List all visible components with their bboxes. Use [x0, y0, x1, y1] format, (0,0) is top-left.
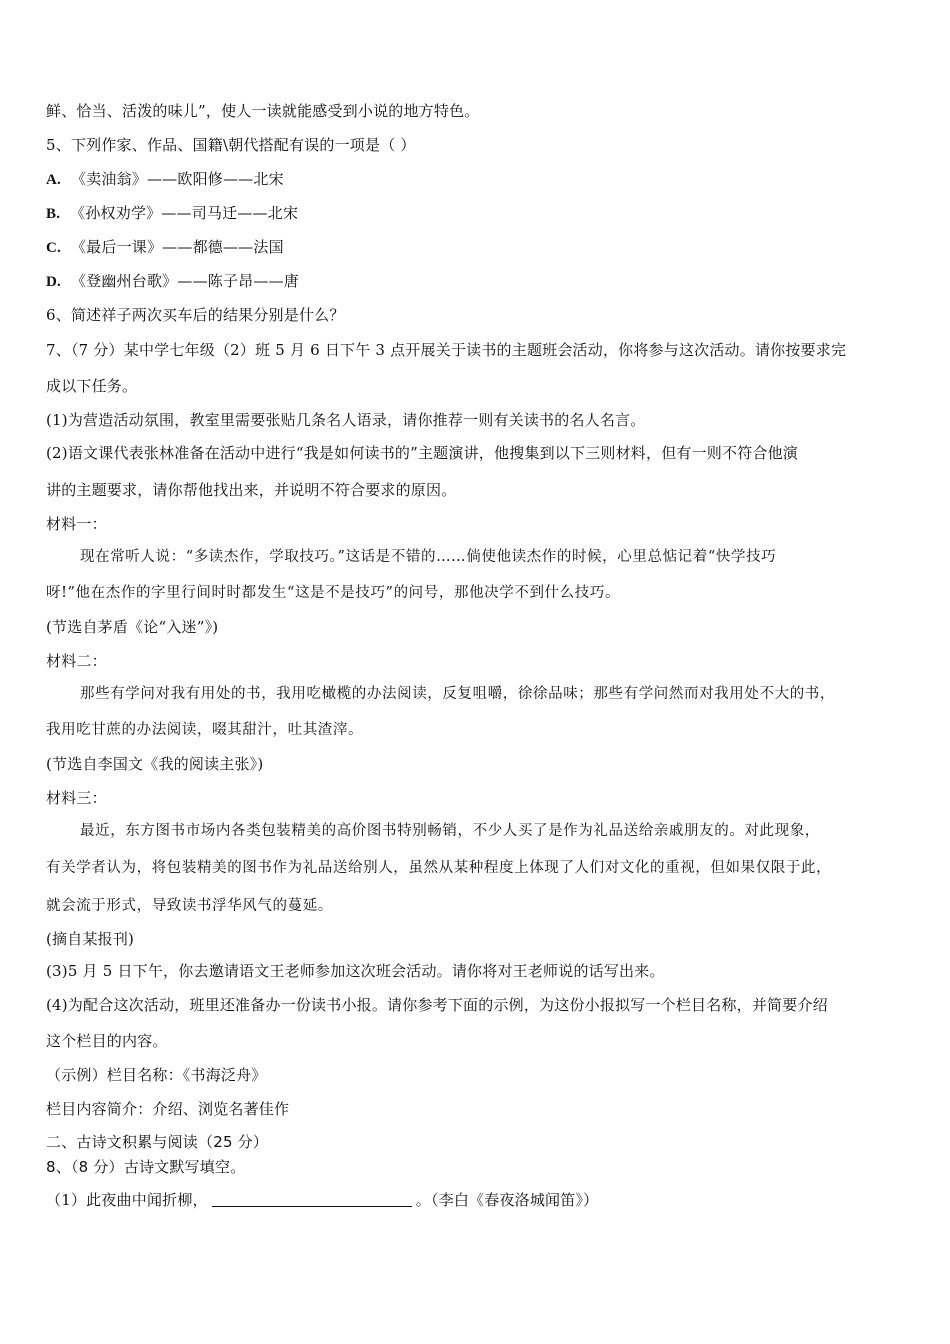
fill-blank-prefix: （1）此夜曲中闻折柳， — [46, 1191, 208, 1209]
option-a — [46, 169, 910, 190]
text-line: 成以下任务。 — [46, 377, 138, 395]
option-label: D. — [46, 274, 61, 290]
material-1-text: 呀!”他在杰作的字里行间时时都发生“这是不是技巧”的问号，那他决学不到什么技巧。 — [46, 585, 621, 601]
text-line: 这个栏目的内容。 — [46, 1032, 168, 1050]
task-3: (3)5 月 5 日下午，你去邀请语文王老师参加这次班会活动。请你将对王老师说的话写出来。 — [46, 962, 665, 980]
material-1-text: 现在常听人说：“多读杰作，学取技巧。”这话是不错的……倘使他读杰作的时候，心里总惦记着“快学技巧 — [80, 549, 777, 565]
section-2-heading: 二、古诗文积累与阅读（25 分） — [46, 1133, 269, 1151]
task-2: (2)语文课代表张林准备在活动中进行“我是如何读书的”主题演讲，他搜集到以下三则材料，但有一则不符合他演 — [46, 444, 798, 462]
option-label: B. — [46, 206, 61, 222]
option-c — [46, 237, 910, 258]
material-2-text: 那些有学问对我有用处的书，我用吃橄榄的办法阅读，反复咀嚼，徐徐品味；那些有学问然而对我用处不大的书， — [80, 686, 835, 702]
option-d — [46, 271, 910, 292]
example-column-name: （示例）栏目名称：《书海泛舟》 — [46, 1066, 267, 1084]
text-line: 讲的主题要求，请你帮他找出来，并说明不符合要求的原因。 — [46, 481, 457, 499]
material-3-title: 材料三： — [46, 789, 107, 807]
answer-blank[interactable] — [212, 1192, 412, 1207]
option-text: 《登幽州台歌》——陈子昂——唐 — [70, 272, 299, 290]
material-3-source: (摘自某报刊) — [46, 930, 135, 948]
option-text: 《孙权劝学》——司马迁——北宋 — [70, 204, 299, 222]
material-3-text: 最近，东方图书市场内各类包装精美的高价图书特别畅销，不少人买了是作为礼品送给亲戚朋友的。对此现象， — [80, 823, 820, 839]
fill-blank-1 — [46, 1190, 910, 1210]
material-2-text: 我用吃甘蔗的办法阅读，啜其甜汁，吐其渣滓。 — [46, 722, 364, 738]
text-line: 鲜、恰当、活泼的味儿”，使人一读就能感受到小说的地方特色。 — [46, 102, 480, 120]
material-2-title: 材料二： — [46, 652, 107, 670]
example-column-intro: 栏目内容简介：介绍、浏览名著佳作 — [46, 1100, 290, 1118]
material-2-source: (节选自李国文《我的阅读主张》) — [46, 755, 264, 773]
option-b — [46, 203, 910, 224]
question-8: 8、（8 分）古诗文默写填空。 — [46, 1158, 246, 1176]
task-4: (4)为配合这次活动，班里还准备办一份读书小报。请你参考下面的示例，为这份小报拟写一个栏目名称，并简要介绍 — [46, 996, 828, 1014]
option-text: 《最后一课》——都德——法国 — [70, 238, 284, 256]
option-label: C. — [46, 240, 61, 256]
material-3-text: 就会流于形式，导致读书浮华风气的蔓延。 — [46, 898, 333, 914]
task-1: (1)为营造活动氛围，教室里需要张贴几条名人语录，请你推荐一则有关读书的名人名言。 — [46, 411, 646, 429]
option-label: A. — [46, 172, 61, 188]
question-7: 7、（7 分）某中学七年级（2）班 5 月 6 日下午 3 点开展关于读书的主题班会活动，你将参与这次活动。请你按要求完 — [46, 341, 847, 359]
question-6: 6、简述祥子两次买车后的结果分别是什么？ — [46, 306, 345, 324]
question-5: 5、下列作家、作品、国籍\朝代搭配有误的一项是（ ） — [46, 136, 416, 154]
material-1-title: 材料一： — [46, 515, 107, 533]
fill-blank-suffix: 。（李白《春夜洛城闻笛》） — [415, 1191, 599, 1209]
material-3-text: 有关学者认为，将包装精美的图书作为礼品送给别人，虽然从某种程度上体现了人们对文化的重视，但如果仅限于此， — [46, 860, 832, 876]
material-1-source: (节选自茅盾《论“入迷”》) — [46, 618, 219, 636]
option-text: 《卖油翁》——欧阳修——北宋 — [70, 170, 284, 188]
